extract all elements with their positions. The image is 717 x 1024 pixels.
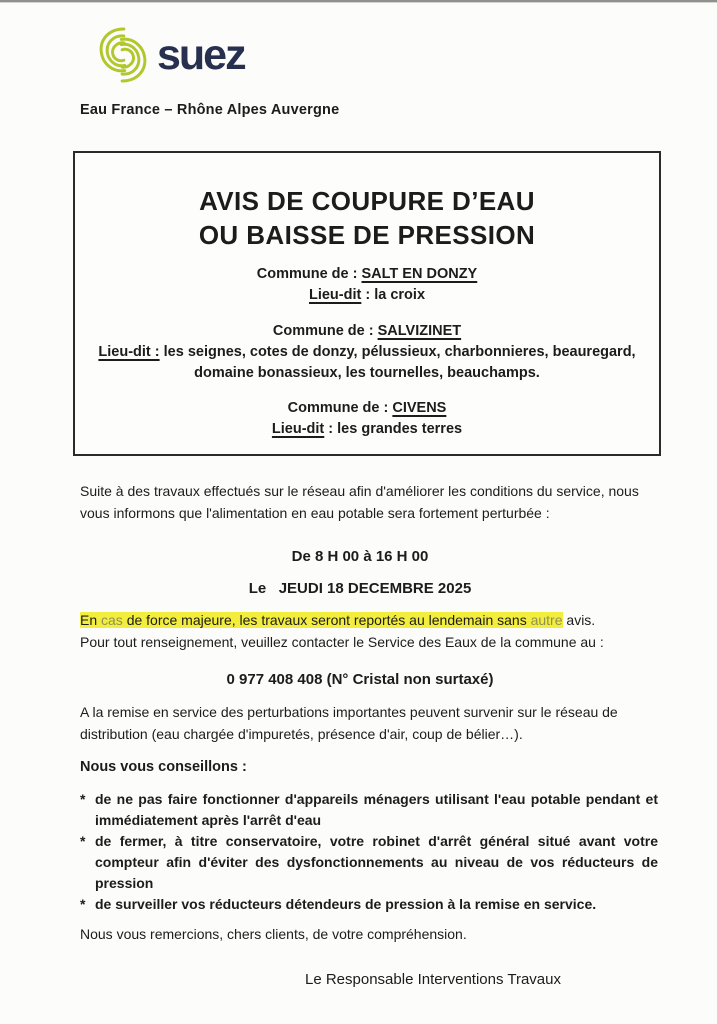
lieu-dit-line xyxy=(75,342,659,363)
commune-name: CIVENS xyxy=(392,400,447,416)
advice-heading: Nous vous conseillons : xyxy=(80,759,247,775)
bullet-marker: * xyxy=(80,791,86,807)
advice-item-text: de fermer, à titre conservatoire, votre robinet d'arrêt général situé avant votre compteur afin d'éviter des dysfonctionnements au niveau de vos réducteurs de pression xyxy=(95,833,658,891)
suez-swirl-icon xyxy=(97,26,149,84)
hours-line: De 8 H 00 à 16 H 00 xyxy=(291,548,429,565)
commune-entry-salvizinet xyxy=(75,321,659,384)
commune-label: Commune de : xyxy=(272,323,378,339)
force-majeure-paragraph xyxy=(80,609,660,653)
date-line: Le JEUDI 18 DECEMBRE 2025 xyxy=(248,580,472,597)
highlight-segment: En xyxy=(80,612,102,628)
suez-logo xyxy=(97,26,245,84)
lieu-dit-label: Lieu-dit xyxy=(308,287,362,303)
lieu-dit-line xyxy=(75,285,659,306)
commune-line xyxy=(75,321,659,342)
advice-item xyxy=(80,789,658,831)
phone-line: 0 977 408 408 (N° Cristal non surtaxé) xyxy=(226,671,494,688)
suez-logotype: suez xyxy=(157,31,245,79)
lieu-dit-label: Lieu-dit : xyxy=(98,344,160,360)
lieu-dit-text: : la croix xyxy=(361,287,426,303)
advice-list xyxy=(80,789,658,915)
lieu-dit-line-2: domaine bonassieux, les tournelles, beauchamps. xyxy=(194,365,540,381)
lieu-dit-line xyxy=(75,419,659,440)
scan-edge-artifact-soft xyxy=(0,2,717,3)
region-line: Eau France – Rhône Alpes Auvergne xyxy=(80,102,340,118)
highlight-segment-faded: cas xyxy=(101,612,123,628)
contact-line: Pour tout renseignement, veuillez contacter le Service des Eaux de la commune au : xyxy=(80,634,604,650)
commune-entry-salt-en-donzy xyxy=(75,264,659,306)
notice-title-line2: OU BAISSE DE PRESSION xyxy=(198,220,536,250)
advice-item xyxy=(80,831,658,894)
intro-paragraph: Suite à des travaux effectués sur le réseau afin d'améliorer les conditions du service, nous vous informons que l'alimentation en eau potable sera fortement perturbée : xyxy=(80,483,639,521)
notice-box xyxy=(73,151,661,456)
lieu-dit-text: les seignes, cotes de donzy, pélussieux, charbonnieres, beauregard, xyxy=(159,344,636,360)
force-majeure-highlighted-line xyxy=(80,609,660,631)
commune-entry-civens xyxy=(75,398,659,440)
advice-item-text: de ne pas faire fonctionner d'appareils ménagers utilisant l'eau potable pendant et immédiatement après l'arrêt d'eau xyxy=(95,791,658,828)
commune-label: Commune de : xyxy=(256,266,362,282)
lieu-dit-text: : les grandes terres xyxy=(324,421,463,437)
advice-item-text: de surveiller vos réducteurs détendeurs de pression à la remise en service. xyxy=(95,896,597,912)
highlight-segment-faded: autre xyxy=(530,612,563,628)
advice-item xyxy=(80,894,658,915)
plain-segment: avis. xyxy=(562,612,596,628)
commune-name: SALT EN DONZY xyxy=(361,266,478,282)
bullet-marker: * xyxy=(80,833,86,849)
notice-title-line1: AVIS DE COUPURE D’EAU xyxy=(199,186,535,216)
commune-line xyxy=(75,264,659,285)
commune-label: Commune de : xyxy=(287,400,393,416)
lieu-dit-label: Lieu-dit xyxy=(271,421,325,437)
commune-line xyxy=(75,398,659,419)
remise-paragraph: A la remise en service des perturbations importantes peuvent survenir sur le réseau de distribution (eau chargée d'impuretés, présence d'air, coup de bélier…). xyxy=(80,704,618,742)
signature-line: Le Responsable Interventions Travaux xyxy=(305,971,561,988)
commune-name: SALVIZINET xyxy=(377,323,462,339)
bullet-marker: * xyxy=(80,896,86,912)
thanks-line: Nous vous remercions, chers clients, de votre compréhension. xyxy=(80,926,467,942)
highlight-segment: de force majeure, les travaux seront reportés au lendemain sans xyxy=(122,612,531,628)
